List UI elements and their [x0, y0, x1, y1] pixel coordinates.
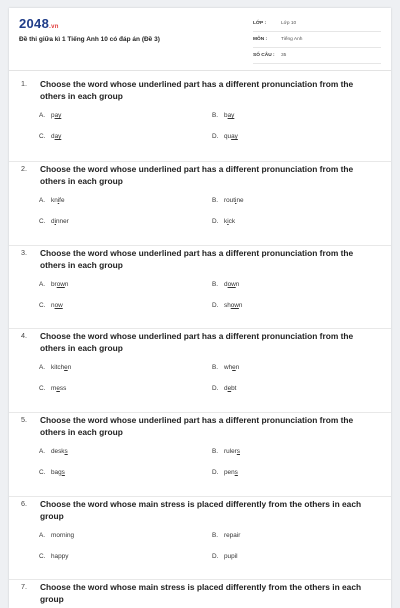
option-letter: A.: [39, 281, 46, 289]
meta-label: LỚP :: [253, 21, 267, 26]
underlined-part: e: [56, 385, 60, 393]
option-letter: A.: [39, 448, 46, 456]
underlined-part: ay: [227, 112, 235, 120]
question-block: [9, 163, 391, 233]
question-block: [9, 498, 391, 568]
option-letter: C.: [39, 302, 46, 310]
meta-class-row: [253, 16, 381, 32]
option-b[interactable]: [212, 532, 240, 539]
option-c[interactable]: [39, 133, 61, 140]
option-a[interactable]: [39, 532, 74, 539]
underlined-part: ow: [56, 281, 65, 289]
option-letter: B.: [212, 112, 219, 120]
meta-count-row: [253, 48, 381, 64]
option-text: d: [51, 133, 55, 141]
option-d[interactable]: [212, 469, 238, 476]
option-text: morning: [51, 532, 75, 540]
option-letter: C.: [39, 553, 46, 561]
underlined-part: e: [64, 364, 68, 372]
question-text: Choose the word whose underlined part has a different pronunciation from the others in each group: [40, 415, 354, 438]
option-letter: D.: [212, 553, 219, 561]
underlined-part: i: [227, 218, 229, 226]
option-letter: B.: [212, 197, 219, 205]
option-text: n: [64, 281, 69, 289]
meta-label: MÔN :: [253, 37, 268, 42]
exam-header: [9, 8, 391, 71]
option-letter: B.: [212, 281, 219, 289]
option-text: ck: [228, 218, 236, 226]
options-group: [9, 102, 391, 148]
option-c[interactable]: [39, 553, 68, 560]
question-prompt: [9, 498, 391, 522]
option-letter: C.: [39, 385, 46, 393]
option-text: n: [67, 364, 72, 372]
option-text: rout: [224, 197, 236, 205]
option-text: qu: [224, 133, 232, 141]
option-text: pen: [224, 469, 235, 477]
option-b[interactable]: [212, 197, 244, 204]
options-group: [9, 522, 391, 568]
option-text: b: [224, 112, 228, 120]
question-prompt: [9, 163, 391, 187]
question-text: Choose the word whose main stress is placed differently from the others in each group: [40, 582, 362, 605]
meta-label: SỐ CÂU :: [253, 53, 275, 58]
underlined-part: ow: [227, 281, 236, 289]
meta-subject-row: [253, 32, 381, 48]
options-group: [9, 271, 391, 317]
underlined-part: ay: [231, 133, 238, 141]
underlined-part: s: [234, 469, 238, 477]
option-a[interactable]: [39, 448, 68, 455]
option-text: kn: [51, 197, 58, 205]
exam-meta: [253, 16, 381, 64]
question-block: [9, 247, 391, 317]
option-text: d: [224, 281, 228, 289]
option-text: n: [235, 281, 240, 289]
option-text: happy: [51, 553, 69, 561]
option-text: n: [238, 302, 243, 310]
option-letter: D.: [212, 218, 219, 226]
underlined-part: ow: [230, 302, 239, 310]
option-c[interactable]: [39, 385, 66, 392]
question-block: [9, 78, 391, 148]
divider: [9, 496, 391, 497]
logo-main: 2048: [19, 16, 50, 31]
option-text: br: [51, 281, 57, 289]
options-group: [9, 438, 391, 484]
question-text: Choose the word whose underlined part has a different pronunciation from the others in each group: [40, 164, 354, 187]
option-a[interactable]: [39, 364, 71, 371]
option-text: ne: [236, 197, 244, 205]
exam-title: Đề thi giữa kì 1 Tiếng Anh 10 có đáp án (Đề 3): [19, 36, 160, 43]
option-text: repair: [224, 532, 241, 540]
option-d[interactable]: [212, 218, 235, 225]
option-text: ruler: [224, 448, 237, 456]
option-a[interactable]: [39, 281, 68, 288]
option-letter: D.: [212, 385, 219, 393]
option-a[interactable]: [39, 197, 65, 204]
question-block: [9, 581, 391, 605]
option-text: n: [235, 364, 240, 372]
option-d[interactable]: [212, 302, 242, 309]
options-group: [9, 354, 391, 400]
underlined-part: i: [57, 197, 60, 205]
question-number: 2.: [21, 164, 27, 173]
question-number: 1.: [21, 79, 27, 88]
question-text: Choose the word whose underlined part has a different pronunciation from the others in each group: [40, 79, 354, 102]
option-letter: D.: [212, 302, 219, 310]
underlined-part: ow: [54, 302, 63, 310]
divider: [9, 412, 391, 413]
option-d[interactable]: [212, 133, 238, 140]
option-text: pupil: [224, 553, 238, 561]
question-number: 5.: [21, 415, 27, 424]
underlined-part: s: [64, 448, 68, 456]
option-a[interactable]: [39, 112, 61, 119]
option-b[interactable]: [212, 448, 240, 455]
option-letter: C.: [39, 133, 46, 141]
option-letter: A.: [39, 112, 46, 120]
meta-value: Lớp 10: [281, 21, 297, 26]
option-text: wh: [224, 364, 233, 372]
option-letter: D.: [212, 469, 219, 477]
question-text: Choose the word whose underlined part has a different pronunciation from the others in each group: [40, 248, 354, 271]
option-letter: B.: [212, 448, 219, 456]
meta-value: Tiếng Anh: [281, 37, 303, 42]
option-text: d: [224, 385, 228, 393]
option-text: m: [51, 385, 57, 393]
option-text: fe: [59, 197, 65, 205]
question-text: Choose the word whose main stress is placed differently from the others in each group: [40, 499, 362, 522]
options-group: [9, 187, 391, 233]
option-letter: A.: [39, 532, 46, 540]
divider: [9, 579, 391, 580]
option-letter: B.: [212, 532, 219, 540]
option-c[interactable]: [39, 302, 63, 309]
underlined-part: s: [236, 448, 240, 456]
question-prompt: [9, 414, 391, 438]
option-letter: B.: [212, 364, 219, 372]
underlined-part: i: [54, 218, 56, 226]
option-letter: A.: [39, 197, 46, 205]
underlined-part: s: [61, 469, 65, 477]
question-prompt: [9, 330, 391, 354]
question-text: Choose the word whose underlined part has a different pronunciation from the others in each group: [40, 331, 354, 354]
underlined-part: i: [235, 197, 237, 205]
option-text: desk: [51, 448, 65, 456]
logo-suffix: .vn: [49, 24, 59, 30]
option-text: k: [224, 218, 228, 226]
option-text: sh: [224, 302, 231, 310]
question-number: 6.: [21, 499, 27, 508]
option-c[interactable]: [39, 469, 65, 476]
site-logo[interactable]: [19, 16, 59, 31]
question-number: 3.: [21, 248, 27, 257]
option-letter: C.: [39, 469, 46, 477]
meta-value: 35: [281, 53, 287, 58]
option-text: bag: [51, 469, 62, 477]
divider: [9, 161, 391, 162]
option-c[interactable]: [39, 218, 69, 225]
question-number: 7.: [21, 582, 27, 591]
divider: [9, 328, 391, 329]
question-prompt: [9, 581, 391, 605]
option-text: nner: [55, 218, 69, 226]
underlined-part: e: [227, 385, 232, 393]
option-text: n: [51, 302, 55, 310]
option-b[interactable]: [212, 281, 239, 288]
option-letter: A.: [39, 364, 46, 372]
option-letter: C.: [39, 218, 46, 226]
question-block: [9, 330, 391, 400]
option-b[interactable]: [212, 364, 239, 371]
question-number: 4.: [21, 331, 27, 340]
question-prompt: [9, 78, 391, 102]
exam-sheet: [9, 8, 391, 608]
option-letter: D.: [212, 133, 219, 141]
question-prompt: [9, 247, 391, 271]
option-text: bt: [231, 385, 237, 393]
option-text: ss: [59, 385, 67, 393]
option-d[interactable]: [212, 553, 238, 560]
option-d[interactable]: [212, 385, 236, 392]
option-text: p: [51, 112, 55, 120]
underlined-part: ay: [54, 112, 62, 120]
option-text: d: [51, 218, 55, 226]
option-b[interactable]: [212, 112, 234, 119]
option-text: kitch: [51, 364, 65, 372]
question-block: [9, 414, 391, 484]
divider: [9, 245, 391, 246]
underlined-part: ay: [54, 133, 62, 141]
underlined-part: e: [232, 364, 236, 372]
